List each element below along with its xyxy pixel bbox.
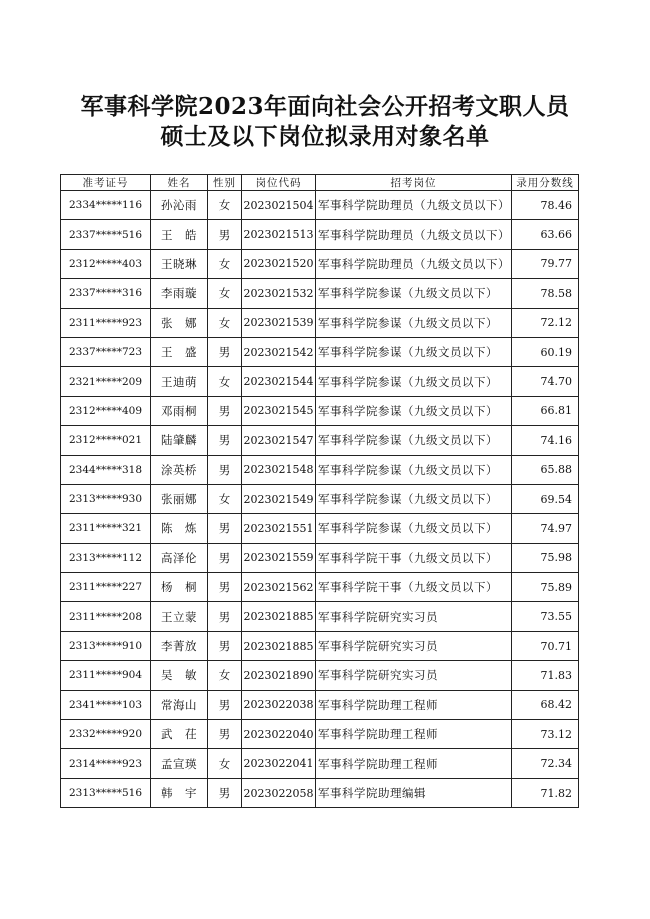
table-row: [61, 778, 579, 807]
score-cell: 78.46: [512, 191, 579, 220]
table-row: [61, 543, 579, 572]
gender-cell: 女: [208, 308, 242, 337]
post-cell: 军事科学院助理员（九级文员以下）: [316, 220, 512, 249]
score-cell: 60.19: [512, 337, 579, 366]
score-cell: 78.58: [512, 279, 579, 308]
score-cell: 71.82: [512, 778, 579, 807]
name-cell: 高泽伦: [151, 543, 208, 572]
name-cell: 涂英桥: [151, 455, 208, 484]
name-cell: 孟宣瑛: [151, 749, 208, 778]
table-row: [61, 396, 579, 425]
score-cell: 71.83: [512, 661, 579, 690]
table-row: [61, 661, 579, 690]
header-post: 招考岗位: [316, 175, 512, 191]
name-cell: 武 茌: [151, 720, 208, 749]
table-row: [61, 426, 579, 455]
post-code-cell: 2023021504: [242, 191, 316, 220]
page-title-line-1: 军事科学院2023年面向社会公开招考文职人员: [80, 93, 570, 120]
table-row: [61, 720, 579, 749]
table-body: [61, 191, 579, 808]
header-gender: 性别: [208, 175, 242, 191]
table-row: [61, 191, 579, 220]
post-cell: 军事科学院助理工程师: [316, 749, 512, 778]
exam-id-cell: 2313*****112: [61, 543, 151, 572]
post-code-cell: 2023021532: [242, 279, 316, 308]
admission-table: [60, 174, 579, 808]
gender-cell: 男: [208, 220, 242, 249]
name-cell: 陆肇麟: [151, 426, 208, 455]
post-cell: 军事科学院研究实习员: [316, 631, 512, 660]
post-code-cell: 2023022040: [242, 720, 316, 749]
name-cell: 王迪萌: [151, 367, 208, 396]
gender-cell: 男: [208, 602, 242, 631]
post-code-cell: 2023021547: [242, 426, 316, 455]
post-code-cell: 2023021542: [242, 337, 316, 366]
post-code-cell: 2023021549: [242, 484, 316, 513]
score-cell: 75.89: [512, 573, 579, 602]
post-code-cell: 2023021559: [242, 543, 316, 572]
table-row: [61, 690, 579, 719]
score-cell: 69.54: [512, 484, 579, 513]
exam-id-cell: 2314*****923: [61, 749, 151, 778]
post-cell: 军事科学院参谋（九级文员以下）: [316, 337, 512, 366]
post-cell: 军事科学院参谋（九级文员以下）: [316, 455, 512, 484]
exam-id-cell: 2311*****208: [61, 602, 151, 631]
name-cell: 杨 桐: [151, 573, 208, 602]
table-row: [61, 455, 579, 484]
post-cell: 军事科学院助理员（九级文员以下）: [316, 191, 512, 220]
score-cell: 75.98: [512, 543, 579, 572]
table-row: [61, 514, 579, 543]
score-cell: 66.81: [512, 396, 579, 425]
name-cell: 陈 炼: [151, 514, 208, 543]
post-cell: 军事科学院参谋（九级文员以下）: [316, 426, 512, 455]
post-code-cell: 2023021885: [242, 602, 316, 631]
score-cell: 72.34: [512, 749, 579, 778]
table-row: [61, 249, 579, 278]
score-cell: 74.16: [512, 426, 579, 455]
post-cell: 军事科学院助理员（九级文员以下）: [316, 249, 512, 278]
post-cell: 军事科学院参谋（九级文员以下）: [316, 367, 512, 396]
table-row: [61, 279, 579, 308]
score-cell: 65.88: [512, 455, 579, 484]
gender-cell: 男: [208, 690, 242, 719]
post-code-cell: 2023021520: [242, 249, 316, 278]
name-cell: 李菁放: [151, 631, 208, 660]
header-post-code: 岗位代码: [242, 175, 316, 191]
post-code-cell: 2023021548: [242, 455, 316, 484]
name-cell: 吴 敏: [151, 661, 208, 690]
post-cell: 军事科学院助理编辑: [316, 778, 512, 807]
name-cell: 孙沁雨: [151, 191, 208, 220]
exam-id-cell: 2312*****021: [61, 426, 151, 455]
table-row: [61, 631, 579, 660]
exam-id-cell: 2313*****516: [61, 778, 151, 807]
gender-cell: 男: [208, 337, 242, 366]
post-code-cell: 2023021890: [242, 661, 316, 690]
score-cell: 63.66: [512, 220, 579, 249]
gender-cell: 男: [208, 720, 242, 749]
score-cell: 73.12: [512, 720, 579, 749]
table-row: [61, 749, 579, 778]
exam-id-cell: 2321*****209: [61, 367, 151, 396]
gender-cell: 男: [208, 778, 242, 807]
gender-cell: 男: [208, 573, 242, 602]
header-exam-id: 准考证号: [61, 175, 151, 191]
post-code-cell: 2023022041: [242, 749, 316, 778]
gender-cell: 男: [208, 396, 242, 425]
score-cell: 72.12: [512, 308, 579, 337]
name-cell: 王 盛: [151, 337, 208, 366]
post-cell: 军事科学院参谋（九级文员以下）: [316, 514, 512, 543]
score-cell: 73.55: [512, 602, 579, 631]
table-row: [61, 337, 579, 366]
gender-cell: 男: [208, 426, 242, 455]
gender-cell: 女: [208, 367, 242, 396]
gender-cell: 男: [208, 543, 242, 572]
table-row: [61, 367, 579, 396]
gender-cell: 男: [208, 514, 242, 543]
page-title-line-2: 硕士及以下岗位拟录用对象名单: [160, 123, 490, 150]
exam-id-cell: 2313*****910: [61, 631, 151, 660]
table-row: [61, 602, 579, 631]
post-cell: 军事科学院参谋（九级文员以下）: [316, 396, 512, 425]
exam-id-cell: 2311*****904: [61, 661, 151, 690]
gender-cell: 女: [208, 484, 242, 513]
post-cell: 军事科学院研究实习员: [316, 661, 512, 690]
exam-id-cell: 2337*****516: [61, 220, 151, 249]
exam-id-cell: 2332*****920: [61, 720, 151, 749]
gender-cell: 男: [208, 455, 242, 484]
exam-id-cell: 2337*****723: [61, 337, 151, 366]
name-cell: 李雨璇: [151, 279, 208, 308]
exam-id-cell: 2311*****923: [61, 308, 151, 337]
name-cell: 张 娜: [151, 308, 208, 337]
table-row: [61, 573, 579, 602]
post-cell: 军事科学院干事（九级文员以下）: [316, 543, 512, 572]
name-cell: 王立蒙: [151, 602, 208, 631]
header-score: 录用分数线: [512, 175, 579, 191]
score-cell: 74.70: [512, 367, 579, 396]
exam-id-cell: 2311*****227: [61, 573, 151, 602]
post-code-cell: 2023021551: [242, 514, 316, 543]
table-row: [61, 220, 579, 249]
name-cell: 韩 宇: [151, 778, 208, 807]
post-code-cell: 2023022058: [242, 778, 316, 807]
gender-cell: 女: [208, 249, 242, 278]
score-cell: 79.77: [512, 249, 579, 278]
gender-cell: 女: [208, 279, 242, 308]
post-code-cell: 2023021562: [242, 573, 316, 602]
table-row: [61, 484, 579, 513]
header-name: 姓名: [151, 175, 208, 191]
post-cell: 军事科学院参谋（九级文员以下）: [316, 279, 512, 308]
exam-id-cell: 2341*****103: [61, 690, 151, 719]
post-cell: 军事科学院参谋（九级文员以下）: [316, 308, 512, 337]
name-cell: 张丽娜: [151, 484, 208, 513]
post-code-cell: 2023021513: [242, 220, 316, 249]
exam-id-cell: 2313*****930: [61, 484, 151, 513]
gender-cell: 女: [208, 749, 242, 778]
post-cell: 军事科学院研究实习员: [316, 602, 512, 631]
exam-id-cell: 2312*****403: [61, 249, 151, 278]
score-cell: 70.71: [512, 631, 579, 660]
post-code-cell: 2023022038: [242, 690, 316, 719]
name-cell: 常海山: [151, 690, 208, 719]
exam-id-cell: 2344*****318: [61, 455, 151, 484]
exam-id-cell: 2337*****316: [61, 279, 151, 308]
post-cell: 军事科学院助理工程师: [316, 690, 512, 719]
exam-id-cell: 2334*****116: [61, 191, 151, 220]
table-row: [61, 308, 579, 337]
post-cell: 军事科学院干事（九级文员以下）: [316, 573, 512, 602]
name-cell: 邓雨桐: [151, 396, 208, 425]
score-cell: 74.97: [512, 514, 579, 543]
table-header-row: [61, 175, 579, 191]
post-cell: 军事科学院助理工程师: [316, 720, 512, 749]
post-code-cell: 2023021885: [242, 631, 316, 660]
post-code-cell: 2023021545: [242, 396, 316, 425]
post-cell: 军事科学院参谋（九级文员以下）: [316, 484, 512, 513]
post-code-cell: 2023021539: [242, 308, 316, 337]
exam-id-cell: 2311*****321: [61, 514, 151, 543]
post-code-cell: 2023021544: [242, 367, 316, 396]
name-cell: 王晓琳: [151, 249, 208, 278]
gender-cell: 男: [208, 631, 242, 660]
gender-cell: 女: [208, 661, 242, 690]
gender-cell: 女: [208, 191, 242, 220]
exam-id-cell: 2312*****409: [61, 396, 151, 425]
name-cell: 王 皓: [151, 220, 208, 249]
score-cell: 68.42: [512, 690, 579, 719]
